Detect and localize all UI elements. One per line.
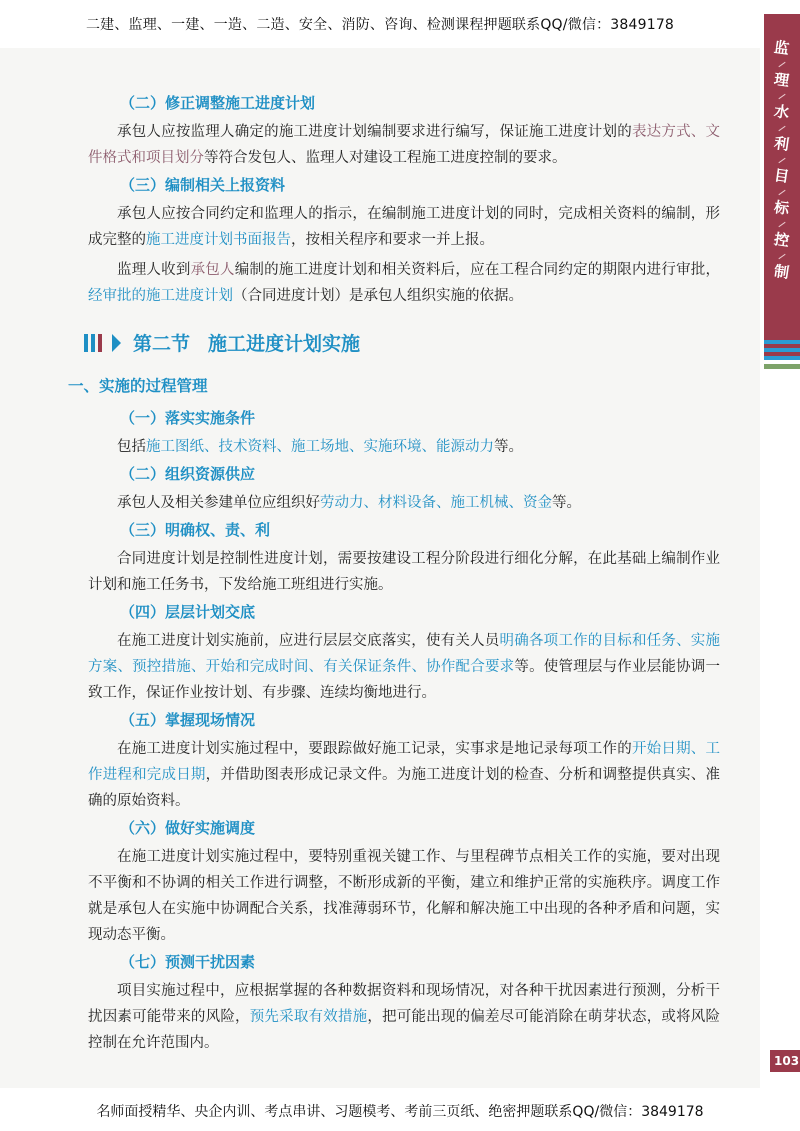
item-heading: （三）明确权、责、利 [120,521,271,539]
text: 等。使管理层与作业层能协调一致工作，保证作业按计划、有步骤、连续均衡地进行。 [88,659,721,701]
text: ，把可能出现的偏差尽可能消除在萌芽状态，或将风险控制在允许范围内。 [88,1009,721,1051]
subheading-2: （二）修正调整施工进度计划 [120,94,316,112]
text: 承包人及相关参建单位应组织好 [117,495,320,511]
side-tab-separator [778,126,785,131]
highlight: 开始日期、工作进程和完成日期 [88,741,720,783]
item-paragraph [88,736,720,814]
highlight: 施工进度计划书面报告 [146,232,291,248]
text: 在施工进度计划实施过程中，要跟踪做好施工记录，实事求是地记录每项工作的 [117,741,632,757]
item-paragraph [88,844,720,948]
item-paragraph [88,546,720,598]
side-tab-char: 控 [773,230,791,250]
text: 在施工进度计划实施前，应进行层层交底落实，使有关人员 [117,633,500,649]
level1-heading: 一、实施的过程管理 [68,377,208,395]
stripe-blue-3 [764,356,800,360]
text: 编制的施工进度计划和相关资料后，应在工程合同约定的期限内进行审批， [234,262,721,278]
item-paragraph [88,628,720,706]
section-title: 施工进度计划实施 [208,333,361,355]
text: 等。 [552,495,581,511]
highlight: 预先采取有效措施 [249,1009,368,1025]
highlight: 施工图纸、技术资料、施工场地、实施环境、能源动力 [146,439,494,455]
section-heading [84,329,720,356]
highlight: 明确各项工作的目标和任务、实施方案、预控措施、开始和完成时间、有关保证条件、协作配合要求 [88,633,721,675]
stripe-blue-2 [764,348,800,352]
item-list [88,408,720,1056]
text: 项目实施过程中，应根据掌握的各种数据资料和现场情况，对各种干扰因素进行预测，分析干扰因素可能带来的风险， [88,983,720,1025]
page-content [68,93,721,1060]
highlight: 表达方式、文件格式和项目划分 [88,124,720,166]
side-tab-char: 制 [773,262,791,282]
paragraph-3-2 [88,257,720,309]
bottom-banner: 名师面授精华、央企内训、考点串讲、习题模考、考前三页纸、绝密押题联系QQ/微信：3849178 [96,1104,704,1120]
section-number: 第二节 [133,333,191,355]
side-tab-separator [778,222,785,227]
paragraph-2-1 [88,119,720,171]
side-stripes [764,340,800,373]
side-tab-separator [778,254,785,259]
item-heading: （四）层层计划交底 [120,603,256,621]
section-arrow-icon [112,334,121,352]
side-tab-char: 利 [773,134,791,154]
highlight: 劳动力、材料设备、施工机械、资金 [320,495,552,511]
side-tab-label [764,40,800,281]
highlight: 承包人 [190,262,235,278]
item-heading: （五）掌握现场情况 [120,711,256,729]
item-heading: （六）做好实施调度 [120,819,256,837]
highlight: 经审批的施工进度计划 [88,288,233,304]
side-tab-separator [778,94,785,99]
side-tab-char: 目 [773,166,791,186]
item-heading: （二）组织资源供应 [120,465,256,483]
text: 包括 [117,439,146,455]
side-tab-char: 监 [773,38,791,58]
side-tab-separator [778,158,785,163]
text: 合同进度计划是控制性进度计划，需要按建设工程分阶段进行细化分解，在此基础上编制作业计划和施工任务书，下发给施工班组进行实施。 [88,551,720,593]
section-bars-icon [84,334,102,352]
text: ，并借助图表形成记录文件。为施工进度计划的检查、分析和调整提供真实、准确的原始资料。 [88,767,721,809]
subheading-3: （三）编制相关上报资料 [120,176,286,194]
item-heading: （七）预测干扰因素 [120,953,256,971]
item-paragraph [88,434,720,460]
text: （合同进度计划）是承包人组织实施的依据。 [233,288,523,304]
text: 等。 [494,439,523,455]
side-tab [764,14,800,356]
side-tab-char: 理 [773,70,791,90]
side-tab-separator [778,62,785,67]
side-tab-char: 标 [773,198,791,218]
page-number: 103 [770,1050,800,1072]
stripe-green [764,364,800,369]
text: 监理人收到 [117,262,191,278]
text: 承包人应按合同约定和监理人的指示，在编制施工进度计划的同时，完成相关资料的编制，形成完整的 [88,206,720,248]
text: 承包人应按监理人确定的施工进度计划编制要求进行编写，保证施工进度计划的 [117,124,632,140]
item-heading: （一）落实实施条件 [120,409,256,427]
item-paragraph [88,978,720,1056]
item-paragraph [88,490,720,516]
side-tab-char: 水 [773,102,791,122]
text: 等符合发包人、监理人对建设工程施工进度控制的要求。 [204,150,567,166]
side-tab-separator [778,190,785,195]
text: ，按相关程序和要求一并上报。 [291,232,494,248]
top-banner: 二建、监理、一建、一造、二造、安全、消防、咨询、检测课程押题联系QQ/微信：3849178 [85,17,675,33]
stripe-blue-1 [764,340,800,344]
text: 在施工进度计划实施过程中，要特别重视关键工作、与里程碑节点相关工作的实施，要对出现不平衡和不协调的相关工作进行调整，不断形成新的平衡，建立和维护正常的实施秩序。调度工作就是承包人在实施中协调配合关系，找准薄弱环节，化解和解决施工中出现的各种矛盾和问题，实现动态平衡。 [88,849,720,943]
paragraph-3-1 [88,201,720,253]
